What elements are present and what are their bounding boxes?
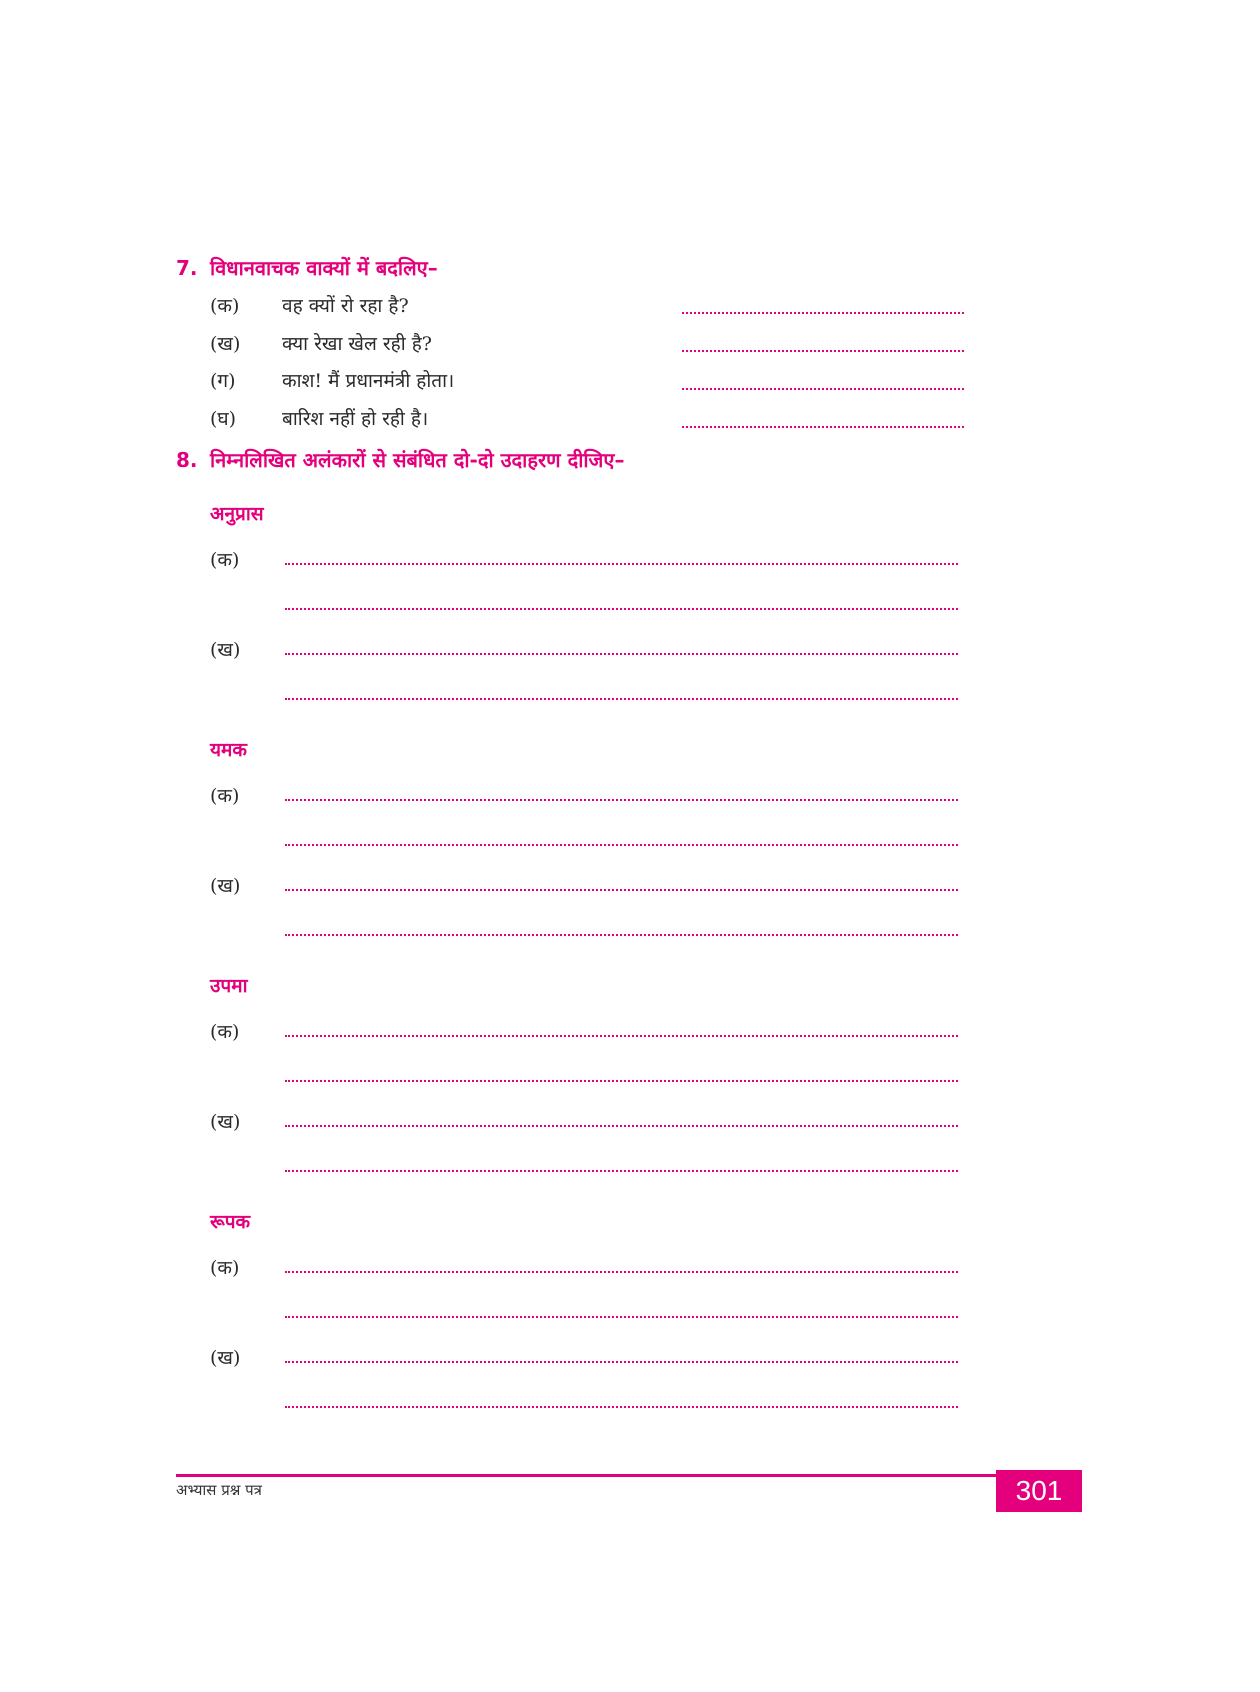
question-7-heading xyxy=(176,254,438,281)
page-number: 301 xyxy=(1015,1475,1063,1506)
answer-line[interactable] xyxy=(285,1316,958,1318)
section-title-upma: उपमा xyxy=(210,975,248,997)
answer-line[interactable] xyxy=(285,1406,958,1408)
answer-line[interactable] xyxy=(285,698,958,700)
answer-blank[interactable] xyxy=(682,350,964,352)
answer-line[interactable] xyxy=(285,1170,958,1172)
answer-mark: (ख) xyxy=(210,1347,241,1369)
answer-mark: (क) xyxy=(210,1257,240,1279)
answer-line[interactable] xyxy=(285,799,958,801)
answer-mark: (ख) xyxy=(210,639,241,661)
item-sentence: क्या रेखा खेल रही है? xyxy=(282,333,432,355)
item-mark: (क) xyxy=(210,295,240,317)
answer-mark: (क) xyxy=(210,549,240,571)
item-sentence: बारिश नहीं हो रही है। xyxy=(282,408,429,430)
answer-line[interactable] xyxy=(285,653,958,655)
question-title: विधानवाचक वाक्यों में बदलिए– xyxy=(210,256,438,280)
item-mark: (ख) xyxy=(210,333,241,355)
question-8-heading xyxy=(176,446,624,473)
answer-line[interactable] xyxy=(285,608,958,610)
footer-label: अभ्यास प्रश्न पत्र xyxy=(176,1481,262,1499)
list-item xyxy=(210,367,454,395)
answer-line[interactable] xyxy=(285,934,958,936)
item-mark: (घ) xyxy=(210,408,237,430)
answer-line[interactable] xyxy=(285,1361,958,1363)
answer-line[interactable] xyxy=(285,1271,958,1273)
answer-line[interactable] xyxy=(285,844,958,846)
answer-line[interactable] xyxy=(285,1125,958,1127)
section-title-yamak: यमक xyxy=(210,739,247,761)
answer-mark: (ख) xyxy=(210,875,241,897)
list-item xyxy=(210,292,409,320)
answer-line[interactable] xyxy=(285,1080,958,1082)
footer-divider xyxy=(176,1474,996,1477)
answer-mark: (क) xyxy=(210,1021,240,1043)
item-sentence: वह क्यों रो रहा है? xyxy=(282,295,409,317)
answer-line[interactable] xyxy=(285,1035,958,1037)
answer-mark: (क) xyxy=(210,785,240,807)
section-title-roopak: रूपक xyxy=(210,1211,251,1233)
answer-line[interactable] xyxy=(285,889,958,891)
answer-mark: (ख) xyxy=(210,1111,241,1133)
page-number-badge xyxy=(996,1470,1082,1512)
item-sentence: काश! मैं प्रधानमंत्री होता। xyxy=(282,370,455,392)
question-title: निम्नलिखित अलंकारों से संबंधित दो-दो उदाहरण दीजिए– xyxy=(210,448,625,472)
list-item xyxy=(210,330,432,358)
answer-blank[interactable] xyxy=(682,388,964,390)
question-number: 7. xyxy=(176,256,198,280)
list-item xyxy=(210,405,428,433)
answer-line[interactable] xyxy=(285,563,958,565)
question-number: 8. xyxy=(176,448,198,472)
item-mark: (ग) xyxy=(210,370,236,392)
answer-blank[interactable] xyxy=(682,312,964,314)
answer-blank[interactable] xyxy=(682,426,964,428)
section-title-anupras: अनुप्रास xyxy=(210,503,264,525)
